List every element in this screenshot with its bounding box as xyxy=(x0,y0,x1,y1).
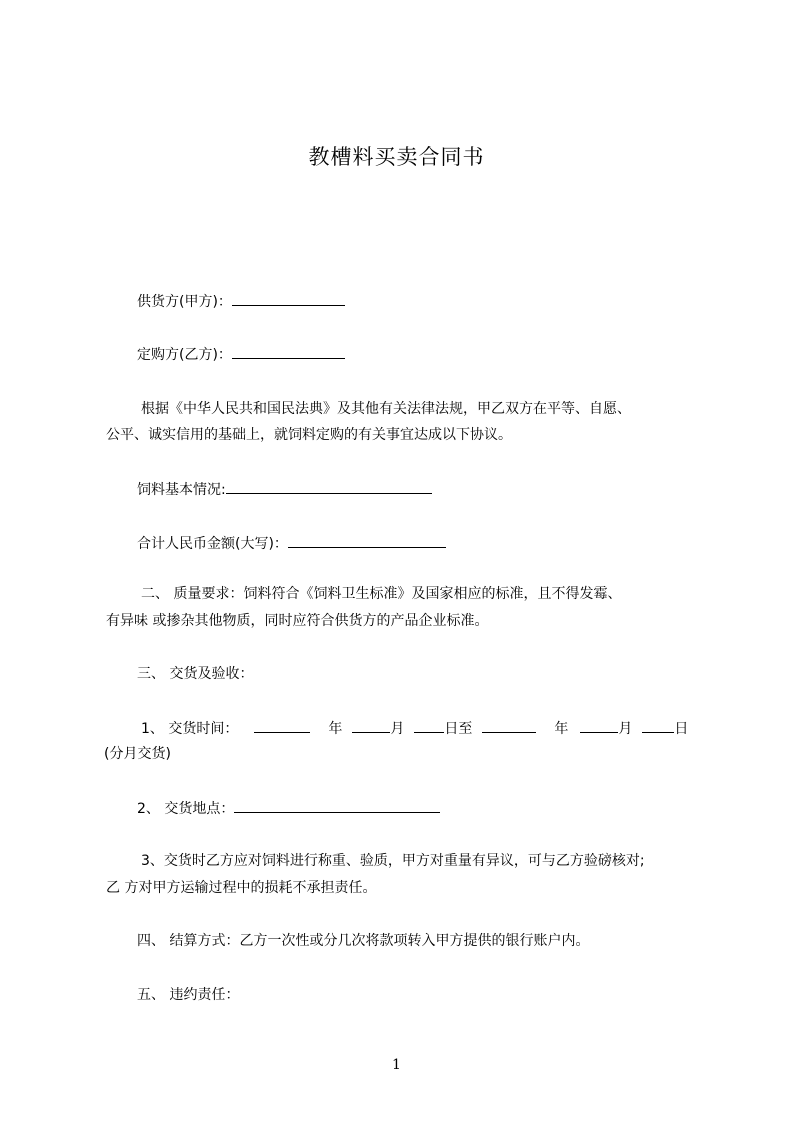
settlement-line: 四、 结算方式：乙方一次性或分几次将款项转入甲方提供的银行账户内。 xyxy=(137,933,590,949)
feed-info-blank xyxy=(226,479,432,494)
quality-line-1: 二、 质量要求：饲料符合《饲料卫生标准》及国家相应的标准，且不得发霉、 xyxy=(141,586,622,602)
end-month-label: 月 xyxy=(618,721,633,737)
delivery-place-line xyxy=(137,798,440,819)
intro-line-2: 公平、诚实信用的基础上，就饲料定购的有关事宜达成以下协议。 xyxy=(106,427,512,443)
page-number: 1 xyxy=(392,1057,401,1073)
delivery-time-label: 1、 交货时间： xyxy=(141,721,239,737)
end-day-label: 日 xyxy=(674,721,689,737)
supplier-blank xyxy=(232,291,345,306)
feed-info-label: 饲料基本情况: xyxy=(137,482,226,498)
start-day-to-label: 日至 xyxy=(444,721,473,737)
end-day-blank xyxy=(642,718,674,733)
quality-line-2: 有异味 或掺杂其他物质，同时应符合供货方的产品企业标准。 xyxy=(106,613,489,629)
start-day-blank xyxy=(414,718,444,733)
start-month-label: 月 xyxy=(390,721,405,737)
delivery-place-label: 2、 交货地点： xyxy=(137,801,235,817)
weigh-line-1: 3、交货时乙方应对饲料进行称重、验质，甲方对重量有异议，可与乙方验磅核对; xyxy=(141,853,645,869)
document-title: 教槽料买卖合同书 xyxy=(308,145,485,169)
breach-heading: 五、 违约责任： xyxy=(137,987,240,1003)
start-year-label: 年 xyxy=(328,721,343,737)
buyer-line xyxy=(137,344,345,365)
end-year-label: 年 xyxy=(554,721,569,737)
weigh-line-2: 乙 方对甲方运输过程中的损耗不承担责任。 xyxy=(106,880,377,896)
intro-line-1: 根据《中华人民共和国民法典》及其他有关法律法规，甲乙双方在平等、自愿、 xyxy=(141,401,631,417)
buyer-label: 定购方(乙方)： xyxy=(137,347,232,363)
total-amount-line xyxy=(137,533,446,554)
total-amount-blank xyxy=(288,533,446,548)
end-year-blank xyxy=(482,718,536,733)
buyer-blank xyxy=(232,344,345,359)
supplier-label: 供货方(甲方)： xyxy=(137,294,232,310)
delivery-time-line xyxy=(141,718,688,739)
delivery-time-note: (分月交货) xyxy=(104,746,171,762)
delivery-place-blank xyxy=(234,798,440,813)
supplier-line xyxy=(137,291,345,312)
feed-info-line xyxy=(137,479,432,500)
start-month-blank xyxy=(352,718,390,733)
total-amount-label: 合计人民币金额(大写)： xyxy=(137,536,288,552)
start-year-blank xyxy=(254,718,310,733)
end-month-blank xyxy=(580,718,618,733)
delivery-heading: 三、 交货及验收： xyxy=(137,666,254,682)
